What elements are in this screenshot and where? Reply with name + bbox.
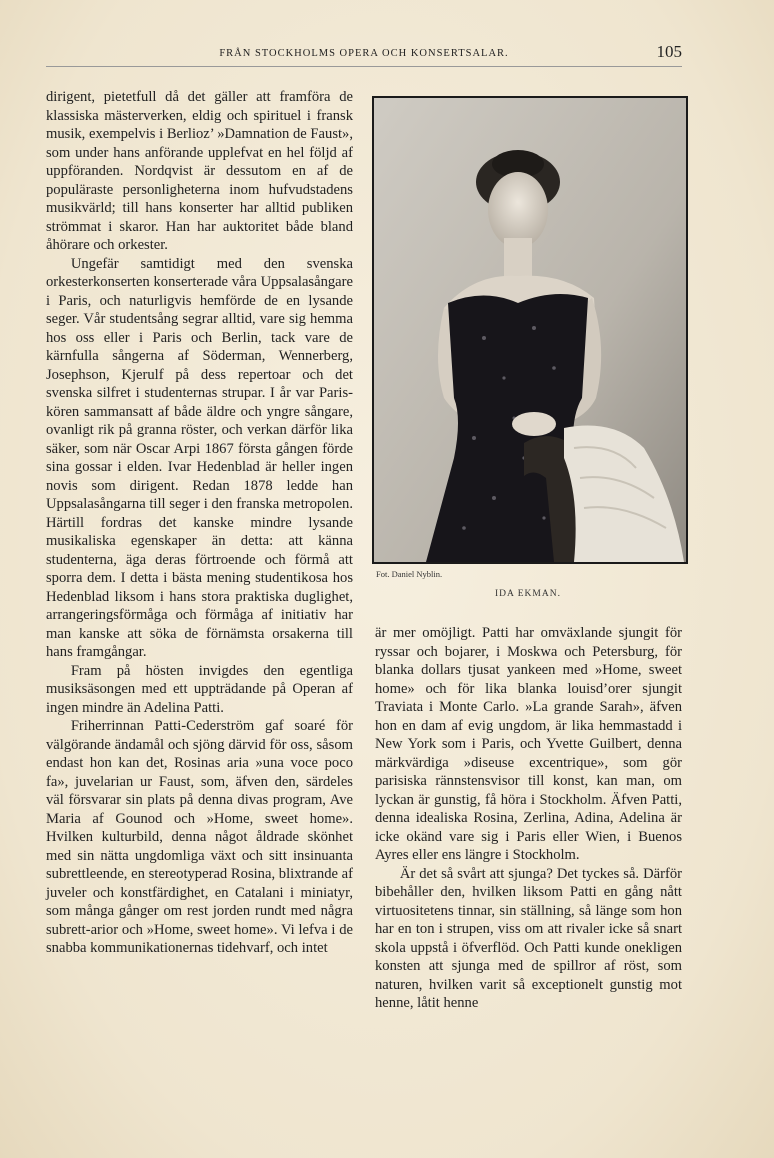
running-title: FRÅN STOCKHOLMS OPERA OCH KONSERTSALAR. xyxy=(219,48,509,59)
paragraph: dirigent, pietetfull då det gäller att framföra de klassiska mästerverken, eldig och spirituel i fransk musik, exempelvis i Berlioz’ »Damnation de Faust», som under hans anförande upplefvat en hel följd af uppföranden. Nordqvist är dessutom en af de populäraste personligheterna inom hufvudstadens musikvärld; till hans konserter har alltid publiken strömmat i skaror. Han har auktoritet både bland åhörare och orkester. xyxy=(46,89,353,253)
photo-credit: Fot. Daniel Nyblin. xyxy=(376,569,443,579)
left-text-column xyxy=(46,88,353,958)
paragraph: Friherrinnan Patti-Cederström gaf soaré för välgörande ändamål och sjöng därvid för oss, såsom endast hon kan det, Rosinas aria »una voce poco fa», juvelarian ur Faust, som, äfven den, särdeles väl försvarar sin plats på denna divas program, Ave Maria af Gounod och »Home, sweet home». Hvilken kulturbild, denna något åldrade skönhet med sin nätta ungdomliga växt och sitt insinuanta subrettleende, en stereotyperad Rosina, blixtrande af juveler och konstfärdighet, en Catalani i miniatyr, som många gånger om rest jorden rundt med några subrett-arior och »Home, sweet home». Vi lefva i de snabba kommunikationernas tidehvarf, och intet xyxy=(46,718,353,956)
page-number: 105 xyxy=(656,42,682,61)
right-text-column xyxy=(375,624,682,1013)
running-header xyxy=(46,40,682,67)
paragraph: Fram på hösten invigdes den egentliga musiksäsongen med ett uppträdande på Operan af ingen mindre än Adelina Patti. xyxy=(46,662,353,716)
portrait-illustration xyxy=(374,98,686,562)
paragraph: Är det så svårt att sjunga? Det tyckes så. Därför bibehåller den, hvilken liksom Patti en gång nått virtuositetens tinnar, sin ställning, så länge som hon har en ton i strupen, viss om att rivaler icke så snart skola uppstå i öfverflöd. Och Patti kunde onekligen konsten att sjunga med de spillror af röst, som naturen, hvilken varit så exceptionelt gunstig mot henne, låtit henne xyxy=(375,865,682,1011)
paragraph: Ungefär samtidigt med den svenska orkesterkonserten konserterade våra Uppsalasångare i Paris, och naturligvis hemförde de en lysande seger. Vår studentsång segrar alltid, vare sig hemma hos oss eller i Paris och Berlin, tack vare de kärnfulla sångerna af Söderman, Wennerberg, Josephson, Kjerulf på dess repertoar och det svenska silfret i studenternas strupar. I år var Paris-kören sammansatt af både äldre och yngre sångare, ovanligt rik på granna röster, och verkan därför lika säker, som när Oscar Arpi 1867 första gången förde sina gossar i elden. Ivar Hedenblad är heller ingen novis som dirigent. Redan 1878 ledde han Uppsalasångarna till seger i den franska metropolen. Härtill fordras det kanske mindre lysande musikaliska egenskaper än detta: att känna studenterna, äga deras förtroende och förmå att sporra dem. I detta i bästa mening studentikosa hos Hedenblad liksom i hans stora praktiska duglighet, arrangeringsförmåga och förmåga af initiativ har man kanske att söka de förnämsta orsakerna till hans framgångar. xyxy=(46,255,353,660)
portrait-photograph xyxy=(372,96,688,564)
paragraph: är mer omöjligt. Patti har omväxlande sjungit för ryssar och bojarer, i Moskwa och Petersburg, för blanka dollars tjusat yankeen med »Home, sweet home» och för lika blanka louisd’orer sjungit Traviata i Monte Carlo. »La grande Sarah», äfven hon en dam af evig ungdom, är lika hemmastadd i New York som i Paris, och Yvette Guilbert, denna märkvärdiga »diseuse excentrique», som gör parisiska rännstensvisor till konst, kan man, om lyckan är gunstig, få höra i Stockholm. Äfven Patti, denna idealiska Rosina, Zerlina, Adina, Adelina är icke okänd vare sig i Paris eller Wien, i Buenos Ayres eller ens längre i Stockholm. xyxy=(375,625,682,863)
figure-caption: IDA EKMAN. xyxy=(495,589,561,599)
